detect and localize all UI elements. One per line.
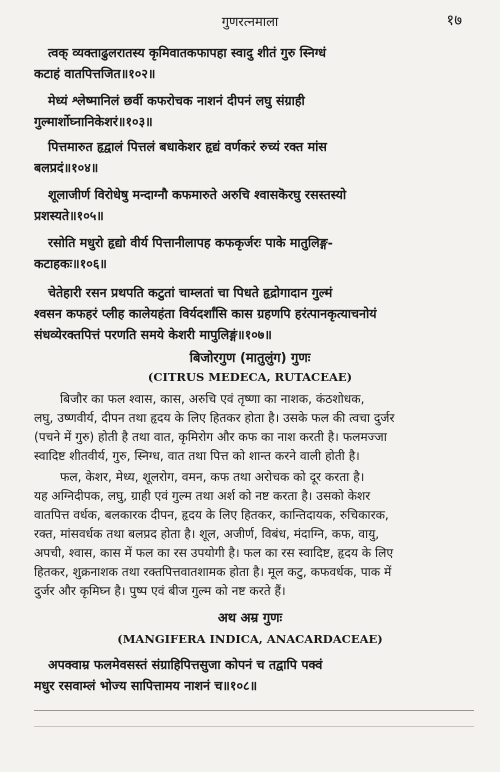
botanical-name-amra: (MANGIFERA INDICA, ANACARDACEAE) [117, 632, 383, 646]
sloka-107 [34, 282, 474, 345]
sloka-line: रसोति मधुरो हृद्यो वीर्य पित्तानीलापह कफकृर्जरः पाके मातुलिङ्ग- [48, 235, 333, 250]
sloka-line: संधव्येरक्तपित्तं परणति समये केशरी मापुलिङ्गं॥१०७॥ [34, 327, 272, 342]
sloka-103 [34, 90, 474, 132]
sloka-line: श्वसन कफहरं प्लीह कालेयहंता विर्यदर्शांसि कास ग्रहणपि हरंत्पानकृत्याचनोयं [34, 306, 377, 321]
prose-line: (पचने में गुरु) होती है तथा वात, कृमिरोग और कफ का नाश करती है। फलमज्जा [34, 430, 387, 444]
prose-line: यह अग्निदीपक, लघु, ग्राही एवं गुल्म तथा अर्श को नष्ट करता है। उसको केशर [34, 489, 371, 503]
sloka-line: कटाहं वातपित्तजित॥१०२॥ [34, 66, 156, 81]
botanical-name-bijora: (CITRUS MEDECA, RUTACEAE) [147, 370, 353, 384]
sloka-line: पित्तमारुत हृद्वालं पित्तलं बधाकेशर हृद्यं वर्णकरं रुच्यं रक्त मांस [48, 139, 327, 154]
paragraph-bijora-1 [34, 390, 474, 466]
page-header [0, 10, 500, 32]
sloka-line: अपक्वाम्र फलमेवसस्तं संग्राहिपित्तसुजा कोपनं च तद्वापि पक्वं [48, 657, 323, 672]
section-heading-bijora: बिजोरगुण (मातुलुंग) गुणः [189, 351, 311, 366]
sloka-105 [34, 184, 474, 226]
prose-line: स्वादिष्ट शीतवीर्य, गुरु, स्निग्ध, वात तथा पित्त को शान्त करने वाली होती है। [34, 449, 360, 463]
running-title: गुणरत्नमाला [221, 15, 279, 30]
prose-line: अपची, श्वास, कास में फल का रस उपयोगी है। फल का रस स्वादिष्ट, हृदय के लिए [34, 546, 394, 560]
sloka-line: मेध्यं श्लेष्मानिलं छर्वी कफरोचक नाशनं दीपनं लघु संग्राही [48, 93, 305, 108]
sloka-line: शूलाजीर्ण विरोधेषु मन्दाग्नौ कफमारुते अरुचि श्वासकॆरघु रसस्तस्यो [48, 187, 347, 202]
sloka-line: कटाहकः॥१०६॥ [34, 256, 107, 271]
section-heading-amra: अथ अम्र गुणः [217, 611, 283, 626]
prose-line: बिजौर का फल श्वास, कास, अरुचि एवं तृष्णा का नाशक, कंठशोधक, [60, 392, 365, 406]
prose-line: लघु, उष्णवीर्य, दीपन तथा हृदय के लिए हितकर होता है। उसके फल की त्वचा दुर्जर [34, 411, 395, 425]
sloka-104 [34, 136, 474, 178]
sloka-102 [34, 42, 474, 84]
sloka-line: प्रशस्यते॥१०५॥ [34, 208, 104, 223]
bottom-faint-rule [34, 710, 474, 711]
prose-line: वातपित्त वर्धक, बलकारक दीपन, हृदय के लिए हितकर, कान्तिदायक, रुचिकारक, [34, 508, 389, 522]
prose-line: रक्त, मांसवर्धक तथा बलप्रद होता है। शूल, अजीर्ण, विबंध, मंदाग्नि, कफ, वायु, [34, 527, 380, 541]
sloka-108 [34, 654, 474, 696]
sloka-106 [34, 232, 474, 274]
prose-line: दुर्जर और कृमिघ्न है। पुष्प एवं बीज गुल्म को नष्ट करते हैं। [34, 584, 286, 598]
page-number: १७ [446, 11, 462, 29]
sloka-line: मधुर रसवाम्लं भोज्य सापित्तामय नाशनं च॥१०८॥ [34, 678, 258, 693]
sloka-line: गुल्मार्शोघ्नानिकेशरं॥१०३॥ [34, 114, 153, 129]
bottom-faint-rule [34, 726, 474, 727]
paragraph-bijora-2 [34, 468, 474, 601]
prose-line: हितकर, शुक्रनाशक तथा रक्तपित्तवातशामक होता है। मूल कटु, कफवर्धक, पाक में [34, 565, 392, 579]
sloka-line: बलप्रदं॥१०४॥ [34, 160, 99, 175]
sloka-line: त्वक् व्यक्ताढुलरातस्य कृमिवातकफापहा स्वादु शीतं गुरु स्निग्धं [48, 45, 327, 60]
prose-line: फल, केशर, मेध्य, शूलरोग, वमन, कफ तथा अरोचक को दूर करता है। [60, 470, 365, 484]
sloka-line: चेतेहारी रसन प्रथपति कटुतां चाम्लतां चा पिधते हृद्रोगादान गुल्मं [48, 285, 333, 300]
